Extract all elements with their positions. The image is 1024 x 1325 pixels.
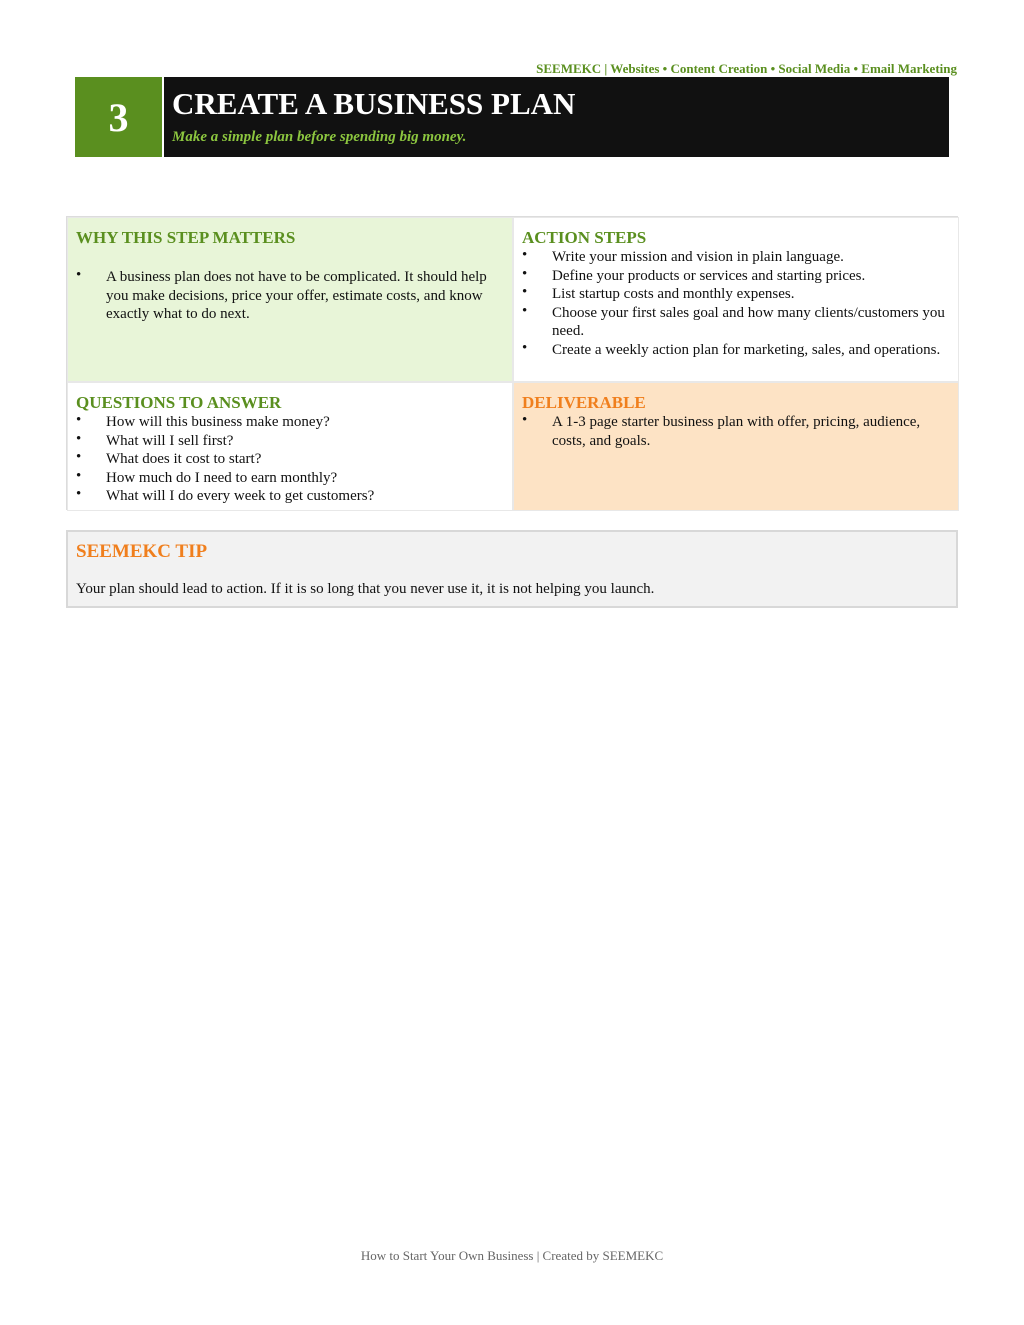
page-title: CREATE A BUSINESS PLAN: [172, 86, 576, 121]
list-item: • Define your products or services and starting prices.: [522, 267, 950, 286]
questions-section: [67, 382, 513, 511]
why-section: [67, 217, 513, 382]
questions-list: [76, 413, 504, 506]
why-heading: WHY THIS STEP MATTERS: [76, 228, 296, 247]
page-subtitle: Make a simple plan before spending big money.: [172, 129, 467, 145]
questions-heading: QUESTIONS TO ANSWER: [76, 393, 282, 412]
list-item: • How much do I need to earn monthly?: [76, 469, 504, 488]
why-list: [76, 268, 504, 324]
top-tagline: SEEMEKC | Websites • Content Creation • Social Media • Email Marketing: [536, 61, 957, 76]
list-item: • A 1-3 page starter business plan with offer, pricing, audience, costs, and goals.: [522, 413, 950, 450]
list-item: • What will I sell first?: [76, 432, 504, 451]
header-banner: [75, 77, 949, 157]
list-item: • What will I do every week to get customers?: [76, 487, 504, 506]
tip-box: [66, 530, 958, 608]
list-item: • How will this business make money?: [76, 413, 504, 432]
list-item: • List startup costs and monthly expenses.: [522, 285, 950, 304]
step-details-grid: [66, 216, 958, 510]
list-item: • Choose your first sales goal and how many clients/customers you need.: [522, 304, 950, 341]
step-number-badge: 3: [75, 77, 164, 157]
tip-text: Your plan should lead to action. If it is so long that you never use it, it is not helping you launch.: [76, 581, 655, 597]
list-item: • Create a weekly action plan for marketing, sales, and operations.: [522, 341, 950, 360]
deliverable-heading: DELIVERABLE: [522, 393, 646, 412]
deliverable-section: [513, 382, 959, 511]
list-item: • Write your mission and vision in plain language.: [522, 248, 950, 267]
page-footer: How to Start Your Own Business | Created by SEEMEKC: [360, 1248, 664, 1263]
list-item: • A business plan does not have to be complicated. It should help you make decisions, price your offer, estimate costs, and know exactly what to do next.: [76, 268, 504, 324]
action-heading: ACTION STEPS: [522, 228, 647, 247]
action-section: [513, 217, 959, 382]
action-list: [522, 248, 950, 359]
header-text: [164, 77, 575, 157]
list-item: • What does it cost to start?: [76, 450, 504, 469]
tip-heading: SEEMEKC TIP: [76, 541, 208, 562]
deliverable-list: [522, 413, 950, 450]
